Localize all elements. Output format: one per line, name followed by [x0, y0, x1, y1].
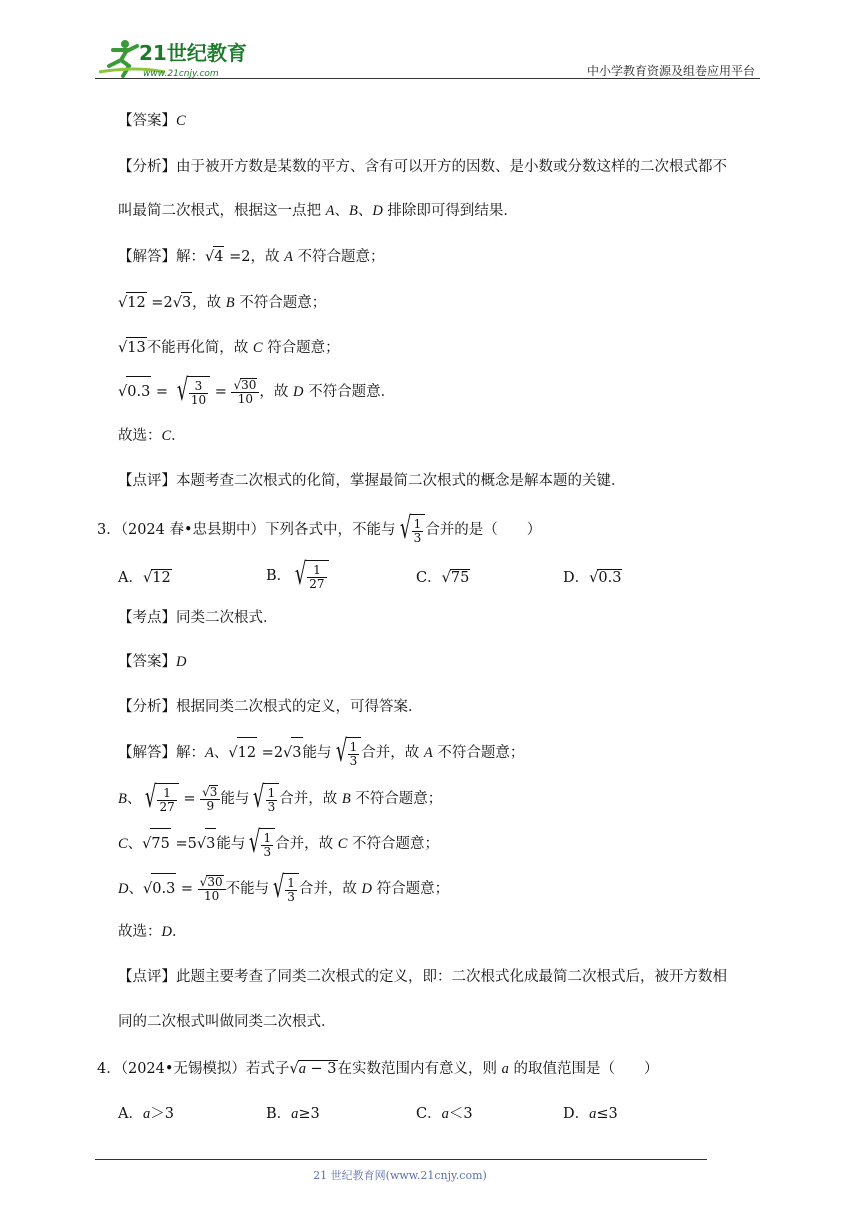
q3-option-d[interactable]: D．√0.3: [563, 570, 622, 586]
q3-solution-c: C、√75 =5√3能与 √ $\frac{1}{3}$ 合并，故 C 不符合题意；: [118, 825, 439, 860]
q3-comment-2: 同的二次根式叫做同类二次根式．: [118, 1014, 336, 1030]
q3-stem: 3．（2024 春•忠县期中）下列各式中，不能与 √ $\frac{1}{3}$ 合并的是（ ）: [97, 511, 542, 546]
q2-solution-d: √0.3 = √ $\frac{3}{10}$ = $\frac{√30}{10}$ ，故 D 不符合题意．: [118, 373, 396, 408]
q3-comment-1: 【点评】此题主要考查了同类二次根式的定义，即：二次根式化成最简二次根式后，被开方数相: [118, 969, 727, 985]
q2-solution-a: 【解答】解：√4 =2，故 A 不符合题意；: [118, 246, 385, 267]
q3-option-b[interactable]: B． √ $\frac{1}{27}$: [266, 560, 329, 592]
q3-answer: 【答案】D: [118, 654, 187, 670]
q4-option-d[interactable]: D．a≤3: [563, 1106, 618, 1122]
q4-options: [118, 1102, 718, 1126]
q4-option-a[interactable]: A．a＞3: [118, 1106, 174, 1122]
svg-text:www.21cnjy.com: www.21cnjy.com: [143, 69, 219, 79]
q2-solution-b: √12 =2√3，故 B 不符合题意；: [118, 292, 326, 313]
q3-analysis: 【分析】根据同类二次根式的定义，可得答案．: [118, 699, 423, 715]
q3-option-a[interactable]: A．√12: [118, 570, 171, 586]
q3-topic: 【考点】同类二次根式．: [118, 610, 278, 626]
logo: [95, 36, 265, 82]
q3-solution-a: 【解答】解：A、√12 =2√3能与 √ $\frac{1}{3}$ 合并，故 A 不符合题意；: [118, 734, 525, 769]
q2-solution-c: √13不能再化简，故 C 符合题意；: [118, 337, 340, 358]
q4-stem: 4．（2024•无锡模拟）若式子√a − 3在实数范围内有意义，则 a 的取值范围是（ ）: [97, 1061, 659, 1077]
header-divider: [95, 78, 760, 79]
q4-option-c[interactable]: C．a＜3: [416, 1106, 473, 1122]
q3-solution-b: B、 √ $\frac{1}{27}$ = $\frac{√3}{9}$ 能与 √ $\frac{1}{3}$ 合并，故 B 不符合题意；: [118, 780, 443, 815]
q2-analysis-1: 【分析】由于被开方数是某数的平方、含有可以开方的因数、是小数或分数这样的二次根式都不: [118, 159, 727, 175]
footer-divider: [95, 1159, 707, 1160]
q3-option-c[interactable]: C．√75: [416, 570, 470, 586]
q2-comment: 【点评】本题考查二次根式的化简，掌握最简二次根式的概念是解本题的关键．: [118, 473, 626, 489]
q3-solution-d: D、√0.3 = $\frac{√30}{10}$ 不能与 √ $\frac{1}{3}$ 合并，故 D 符合题意；: [118, 870, 450, 905]
q2-analysis-2: 叫最简二次根式，根据这一点把 A、B、D 排除即可得到结果．: [118, 203, 518, 219]
q3-options: [118, 557, 718, 592]
q2-answer: 【答案】C: [118, 113, 186, 129]
platform-name: 中小学教育资源及组卷应用平台: [586, 64, 755, 78]
q3-choose: 故选：D．: [118, 924, 187, 940]
svg-text:21世纪教育: 21世纪教育: [139, 41, 247, 65]
q2-choose: 故选：C．: [118, 428, 186, 444]
q4-option-b[interactable]: B．a≥3: [266, 1106, 320, 1122]
footer-site[interactable]: 21 世纪教育网(www.21cnjy.com): [313, 1169, 487, 1182]
runner-logo-icon: [95, 36, 265, 82]
